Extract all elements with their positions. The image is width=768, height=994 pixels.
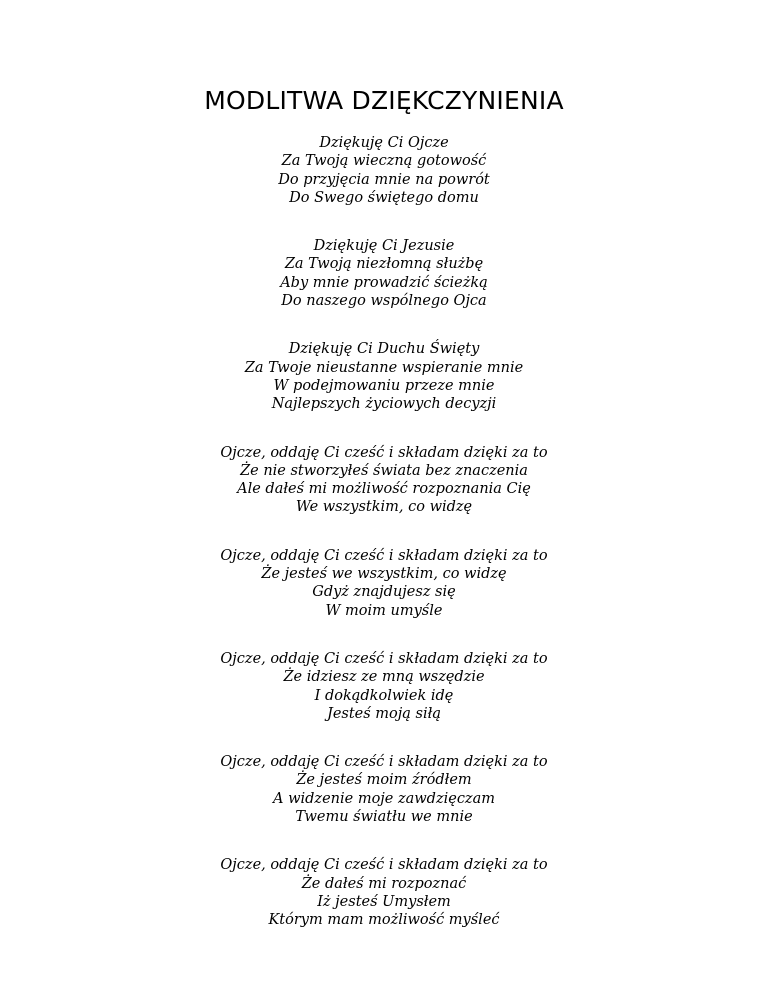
poem-line: Ojcze, oddaję Ci cześć i składam dzięki za to [220,754,548,771]
stanza-2 [0,237,768,310]
stanza-8 [0,856,768,929]
poem-line: Dziękuję Ci Jezusie [313,238,455,255]
poem-line: Za Twoje nieustanne wspieranie mnie [244,359,524,376]
poem-line: Gdyż znajdujesz się [312,584,456,601]
stanza-1 [0,134,768,207]
poem-line: Którym mam możliwość myśleć [268,912,500,929]
stanza-7 [0,753,768,826]
poem-line: W podejmowaniu przeze mnie [273,377,495,394]
stanza-6 [0,650,768,723]
poem-line: Dziękuję Ci Duchu Święty [288,341,480,358]
poem-line: Dziękuję Ci Ojcze [319,135,449,151]
poem-line: Ale dałeś mi możliwość rozpoznania Cię [237,481,531,498]
poem-line: Do przyjęcia mnie na powrót [278,171,490,188]
poem-line: Najlepszych życiowych decyzji [271,396,497,413]
poem-line: Ojcze, oddaję Ci cześć i składam dzięki za to [220,547,548,564]
poem-line: A widzenie moje zawdzięczam [273,790,495,807]
poem-line: Do naszego wspólnego Ojca [281,293,487,310]
poem-line: Jesteś moją siłą [327,705,441,722]
poem-line: Do Swego świętego domu [289,189,479,206]
poem-line: Iż jesteś Umysłem [317,893,451,910]
poem-line: W moim umyśle [325,602,443,619]
stanza-4 [0,444,768,517]
poem-line: I dokądkolwiek idę [314,687,454,704]
poem-line: Ojcze, oddaję Ci cześć i składam dzięki za to [220,444,548,461]
stanza-3 [0,340,768,413]
poem-line: Że jesteś moim źródłem [296,772,472,789]
poem-line: Że nie stworzyłeś świata bez znaczenia [240,462,528,479]
page-title: MODLITWA DZIĘKCZYNIENIA [204,86,564,115]
stanza-5 [0,547,768,620]
poem-line: Że idziesz ze mną wszędzie [283,669,485,686]
poem-line: Ojcze, oddaję Ci cześć i składam dzięki za to [220,857,548,874]
poem-line: We wszystkim, co widzę [295,499,473,516]
poem-line: Za Twoją wieczną gotowość [281,153,487,170]
poem-line: Aby mnie prowadzić ścieżką [280,274,488,291]
poem-line: Twemu światłu we mnie [295,809,473,826]
poem-body [0,134,768,960]
poem-line: Ojcze, oddaję Ci cześć i składam dzięki za to [220,650,548,667]
poem-line: Że dałeś mi rozpoznać [301,875,467,892]
poem-line: Za Twoją niezłomną służbę [284,256,484,273]
poem-line: Że jesteś we wszystkim, co widzę [261,566,507,583]
